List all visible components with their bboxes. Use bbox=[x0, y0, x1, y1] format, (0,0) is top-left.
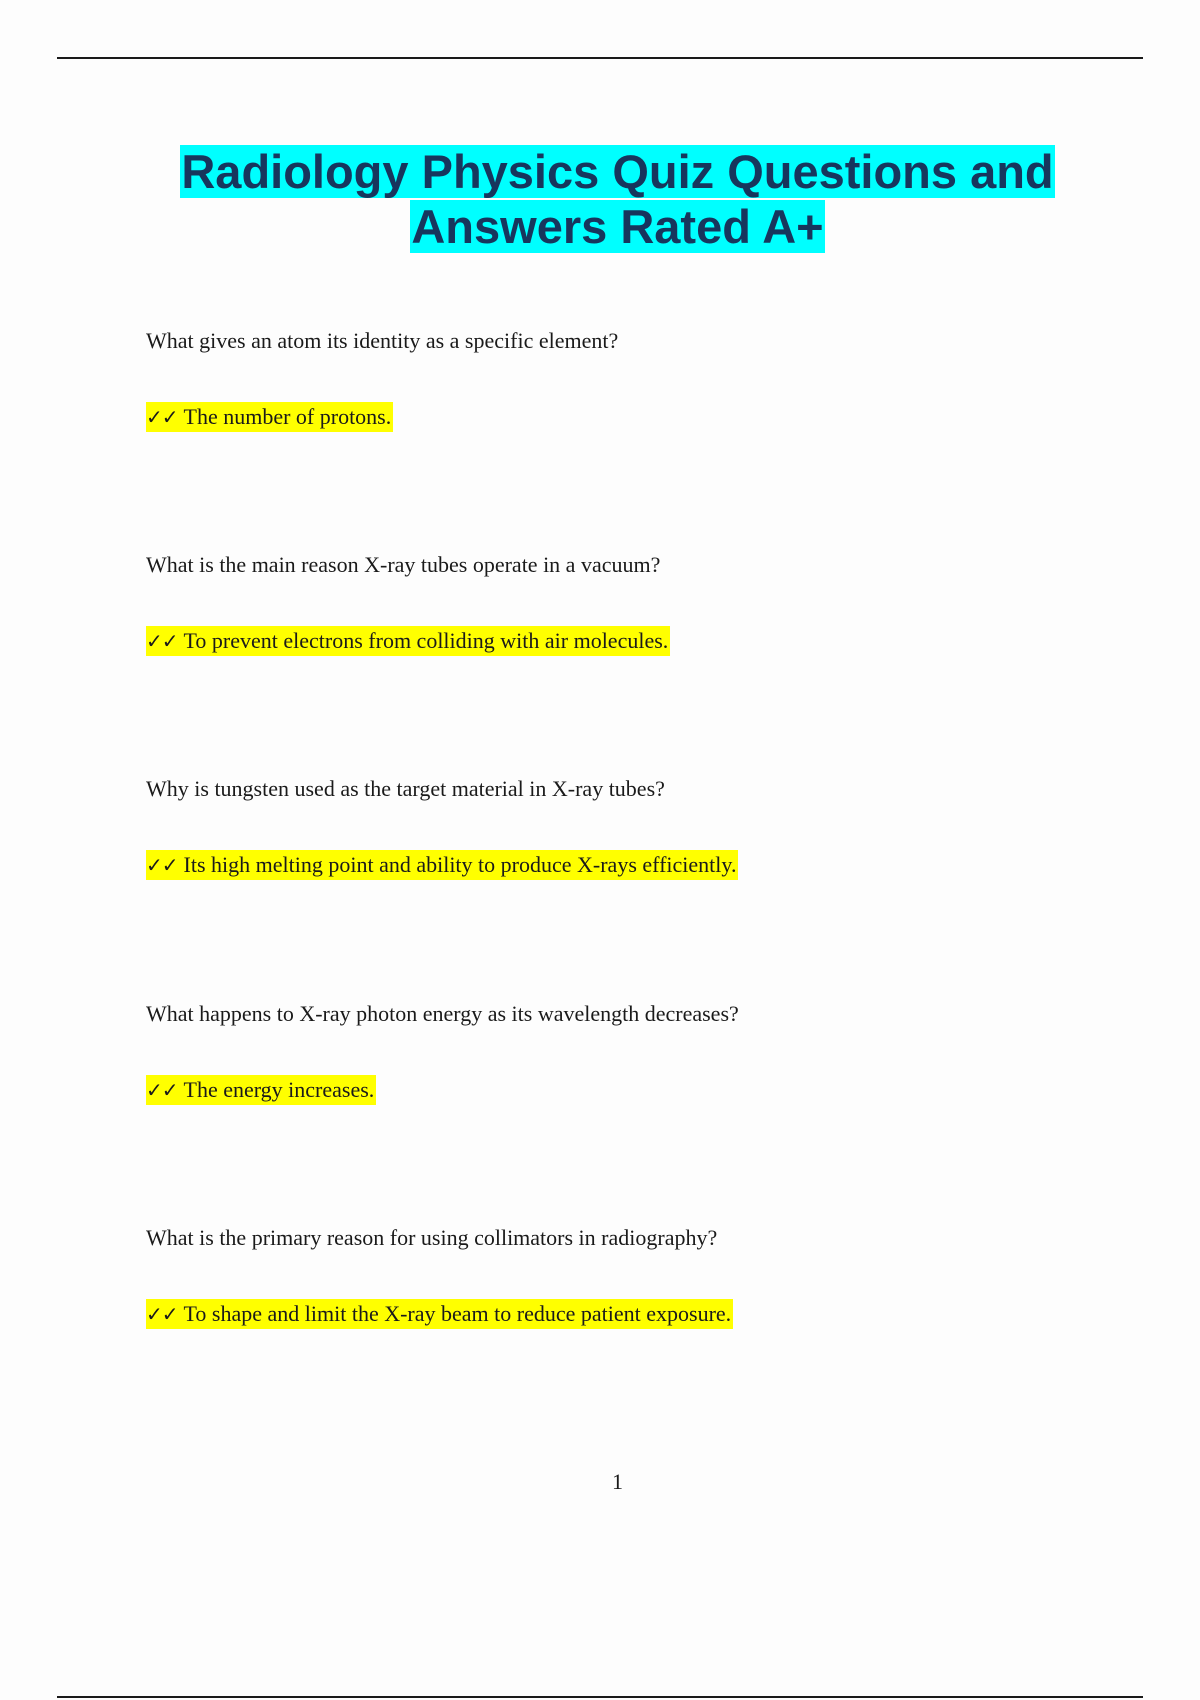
qa-item-3 bbox=[146, 774, 737, 877]
question-text: What is the main reason X-ray tubes operate in a vacuum? bbox=[146, 552, 661, 577]
answer-highlight bbox=[146, 402, 393, 432]
answer-text: To shape and limit the X-ray beam to reduce patient exposure. bbox=[183, 1301, 732, 1326]
page-number: 1 bbox=[612, 1469, 623, 1494]
page-title bbox=[0, 144, 1200, 254]
double-check-icon: ✓✓ bbox=[146, 1302, 178, 1326]
double-check-icon: ✓✓ bbox=[146, 405, 178, 429]
title-line-2: Answers Rated A+ bbox=[411, 200, 824, 253]
qa-item-5 bbox=[146, 1223, 732, 1326]
answer-text: The energy increases. bbox=[183, 1077, 375, 1102]
question-text: Why is tungsten used as the target material in X-ray tubes? bbox=[146, 776, 665, 801]
answer-highlight bbox=[146, 850, 738, 880]
qa-item-2 bbox=[146, 550, 669, 653]
double-check-icon: ✓✓ bbox=[146, 853, 178, 877]
qa-item-4 bbox=[146, 999, 739, 1102]
answer-highlight bbox=[146, 626, 670, 656]
double-check-icon: ✓✓ bbox=[146, 629, 178, 653]
qa-item-1 bbox=[146, 326, 619, 429]
answer-highlight bbox=[146, 1075, 376, 1105]
footer-rule bbox=[57, 1696, 1143, 1698]
answer-text: Its high melting point and ability to produce X-rays efficiently. bbox=[183, 852, 737, 877]
header-rule bbox=[57, 57, 1143, 59]
double-check-icon: ✓✓ bbox=[146, 1078, 178, 1102]
title-line-1: Radiology Physics Quiz Questions and bbox=[181, 145, 1054, 198]
answer-highlight bbox=[146, 1299, 733, 1329]
question-text: What is the primary reason for using collimators in radiography? bbox=[146, 1225, 718, 1250]
answer-text: To prevent electrons from colliding with air molecules. bbox=[183, 628, 669, 653]
question-text: What gives an atom its identity as a specific element? bbox=[146, 328, 619, 353]
question-text: What happens to X-ray photon energy as its wavelength decreases? bbox=[146, 1001, 739, 1026]
answer-text: The number of protons. bbox=[183, 404, 392, 429]
